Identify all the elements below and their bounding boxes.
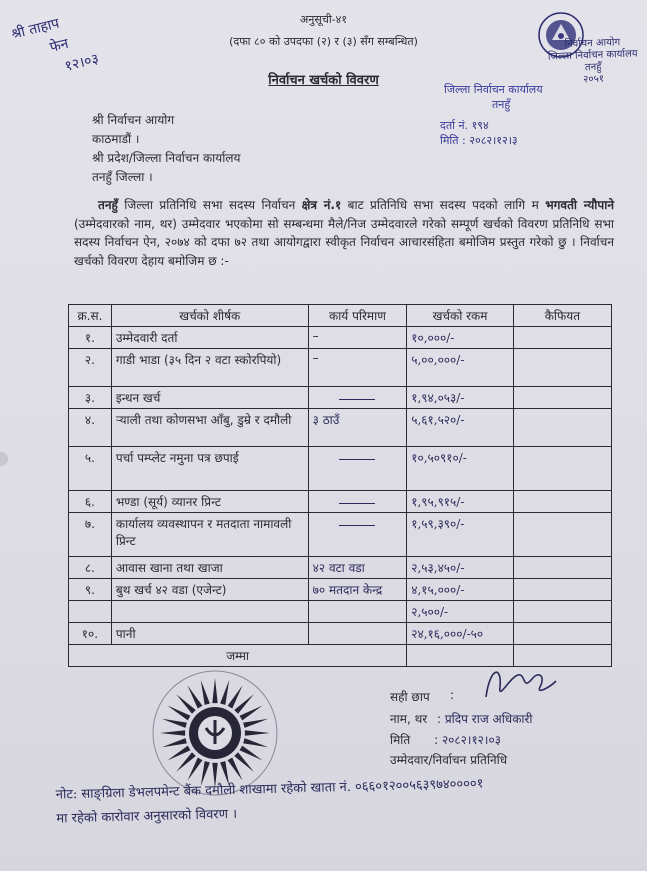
cell-qty [308, 387, 407, 409]
cell-qty: – [308, 349, 407, 387]
total-amount: २४,१६,०००/- [411, 627, 471, 641]
cell-head: कार्यालय व्यवस्थापन र मतदाता नामावली प्रिन्ट [111, 513, 308, 557]
cell-no: ७. [69, 513, 112, 557]
cell-no: ३. [69, 387, 112, 409]
addressee-line-4: तनहुँ जिल्ला । [92, 170, 153, 184]
cell-remarks [513, 409, 611, 447]
cell-remarks [513, 491, 611, 513]
sun-ray [228, 758, 243, 781]
footnote [55, 768, 636, 831]
dash-mark [339, 399, 375, 400]
table-row [69, 409, 612, 447]
cell-remarks [513, 623, 611, 645]
table-row [69, 601, 612, 623]
cell-head: गाडी भाडा (३५ दिन २ वटा स्कोरपियो) [111, 349, 308, 387]
cell-qty: – [308, 327, 407, 349]
receipt-district: तनहुँ [492, 98, 511, 111]
cell-qty [308, 601, 407, 623]
cell-remarks [513, 601, 611, 623]
punch-hole [0, 452, 8, 466]
signature-label: सही छाप [390, 690, 430, 704]
cell-amount: १,५९,३९०/- [407, 513, 514, 557]
signature-date: २०८२।१२।०३ [441, 733, 501, 747]
sun-ray [240, 706, 263, 721]
cell-remarks [513, 513, 611, 557]
cell-qty [308, 623, 407, 645]
sun-ray [162, 738, 187, 747]
addressee-line-1: श्री निर्वाचन आयोग [92, 113, 175, 127]
cell-no: ८. [69, 557, 112, 579]
table-row [69, 491, 612, 513]
candidate-name: भगवती न्यौपाने [545, 198, 614, 212]
cell-head: इन्धन खर्च [111, 387, 308, 409]
cell-amount: ५,६१,५२०/- [407, 409, 514, 447]
constituency: क्षेत्र नं.१ [301, 198, 342, 212]
sun-ray [245, 730, 270, 735]
sun-ray [167, 746, 190, 761]
signatory-name: प्रदिप राज अधिकारी [444, 712, 533, 726]
signatory-role: उम्मेदवार/निर्वाचन प्रतिनिधि [390, 753, 508, 767]
receipt-reg-label: दर्ता नं. [440, 119, 469, 132]
cell-remarks [513, 579, 611, 601]
cell-head: र्‍याली तथा कोणसभा आँबु, डुम्रे र दमौली [111, 409, 308, 447]
cell-no: ९. [69, 579, 112, 601]
dash-mark [339, 503, 375, 504]
col-header-no: क्र.स. [69, 305, 112, 327]
col-header-head: खर्चको शीर्षक [111, 305, 308, 327]
addressee-line-3: श्री प्रदेश/जिल्ला निर्वाचन कार्यालय [92, 151, 241, 165]
cell-amount: १०,५०९१०/- [407, 447, 514, 491]
cell-no: २. [69, 349, 112, 387]
table-header-row [69, 305, 612, 327]
cell-remarks [513, 349, 611, 387]
para-text-3: (उम्मेदवारको नाम, थर) उम्मेदवार भएकोमा सो सम्बन्धमा मैले/निज उम्मेदवारले गरेको सम्पूर्ण खर्चको विवरण प्रतिनिधि सभा सदस्य निर्वाचन ऐन, २०७४ को दफा ७२ तथा आयोगद्वारा स्वीकृत निर्वाचन आचारसंहिता बमोजिम प्रस्तुत गरेको छु । निर्वाचन खर्चको विवरण देहाय बमोजिम छ :- [74, 216, 614, 268]
cell-remarks [513, 387, 611, 409]
cell-no: ६. [69, 491, 112, 513]
annex-number: अनुसूची-४१ [299, 13, 348, 26]
cell-qty: ३ ठाउँ [308, 409, 407, 447]
para-text-2: बाट प्रतिनिधि सभा सदस्य पदको लागि म [341, 198, 546, 212]
cell-head: बुथ खर्च ४२ वडा (एजेन्ट) [111, 579, 308, 601]
name-label: नाम, थर [390, 712, 428, 726]
cell-qty [308, 513, 407, 557]
document-title: निर्वाचन खर्चको विवरण [268, 73, 379, 88]
cell-qty [308, 491, 407, 513]
sun-ray [160, 730, 185, 735]
cell-no: ४. [69, 409, 112, 447]
sun-ray [212, 678, 217, 703]
col-header-amount: खर्चको रकम [407, 305, 514, 327]
para-text-1: जिल्ला प्रतिनिधि सभा सदस्य निर्वाचन [117, 198, 302, 212]
annex-reference: (दफा ८० को उपदफा (२) र (३) सँग सम्बन्धित) [229, 35, 418, 48]
cell-qty: ७० मतदान केन्द्र [308, 579, 407, 601]
table-row [69, 447, 612, 491]
election-office-stamp [547, 36, 639, 87]
sun-ray [188, 685, 203, 708]
cell-amount: १,९४,०५३/- [407, 387, 514, 409]
receipt-office: जिल्ला निर्वाचन कार्यालय [444, 83, 543, 96]
cell-no: १. [69, 327, 112, 349]
cell-amount: २,५००/- [407, 601, 514, 623]
body-paragraph [74, 196, 614, 270]
name-row: नाम, थर : प्रदिप राज अधिकारी [390, 712, 533, 726]
cell-head: उम्मेदवारी दर्ता [111, 327, 308, 349]
margin-line-1: श्री ताहाप [9, 15, 61, 43]
footnote-line-1: नोट: साङ्ग्रिला डेभलपमेन्ट बैंक दमौली शाखामा रहेको खाता नं. ०६६०१२००५६३९७४००००१ [55, 776, 484, 803]
table-row [69, 579, 612, 601]
col-header-qty: कार्य परिमाण [308, 305, 407, 327]
date-label: मिति [390, 733, 411, 747]
table-row [69, 327, 612, 349]
receipt-reg-no: १९४ [471, 119, 489, 132]
sun-ray [188, 758, 203, 781]
cell-amount: २,५३,४५०/- [407, 557, 514, 579]
table-row [69, 557, 612, 579]
sun-ray [201, 680, 210, 705]
cell-head: भण्डा (सूर्य) व्यानर प्रिन्ट [111, 491, 308, 513]
total-label: जम्मा [69, 645, 407, 667]
table-row [69, 513, 612, 557]
table-row [69, 623, 612, 645]
signature-colon: : [450, 688, 455, 702]
sun-ray [243, 719, 268, 728]
cell-amount: ५,००,०००/- [407, 349, 514, 387]
sun-ray [228, 685, 243, 708]
cell-qty: ४२ वटा वडा [308, 557, 407, 579]
footnote-line-2: मा रहेको कारोवार अनुसारको विवरण । [56, 806, 238, 827]
receipt-date-label: मिति : [440, 134, 466, 147]
cell-qty [308, 447, 407, 491]
stamp-line-1: निर्वाचन आयोग [564, 37, 621, 50]
district-name: तनहुँ [98, 198, 118, 212]
col-header-remarks: कैफियत [513, 305, 611, 327]
cell-amount [407, 623, 514, 645]
sun-ray [240, 746, 263, 761]
cell-head [111, 601, 308, 623]
sun-ray [220, 680, 229, 705]
cell-amount: ४,१५,०००/- [407, 579, 514, 601]
date-row: मिति : २०८२।१२।०३ [390, 733, 501, 747]
sun-ray [167, 706, 190, 721]
sun-ray [243, 738, 268, 747]
expense-table [68, 304, 612, 667]
dash-mark [339, 459, 375, 460]
addressee-line-2: काठमाडौं । [92, 132, 140, 146]
stamp-line-4: २०५१ [583, 73, 605, 86]
sun-ray [162, 719, 187, 728]
cell-head: पर्चा पम्प्लेट नमुना पत्र छपाई [111, 447, 308, 491]
receipt-stamp [440, 82, 590, 148]
cell-head: आवास खाना तथा खाजा [111, 557, 308, 579]
signature-scrawl-icon [480, 657, 560, 707]
cell-amount: १०,०००/- [407, 327, 514, 349]
cell-no: ५. [69, 447, 112, 491]
table-row [69, 387, 612, 409]
stamp-line-3: तनहुँ [584, 61, 602, 74]
dash-mark [339, 525, 375, 526]
total-amount-extra: ५० [470, 627, 484, 641]
cell-amount: १,९५,९१५/- [407, 491, 514, 513]
table-row [69, 349, 612, 387]
cell-remarks [513, 327, 611, 349]
receipt-date: २०८२।१२।३ [469, 134, 518, 147]
margin-line-2: फेन [48, 35, 71, 56]
cell-no [69, 601, 112, 623]
cell-head: पानी [111, 623, 308, 645]
stamp-line-2: जिल्ला निर्वाचन कार्यालय [547, 48, 638, 63]
margin-line-3: १२।०३ [63, 50, 101, 75]
cell-remarks [513, 447, 611, 491]
cell-no: १०. [69, 623, 112, 645]
cell-remarks [513, 557, 611, 579]
